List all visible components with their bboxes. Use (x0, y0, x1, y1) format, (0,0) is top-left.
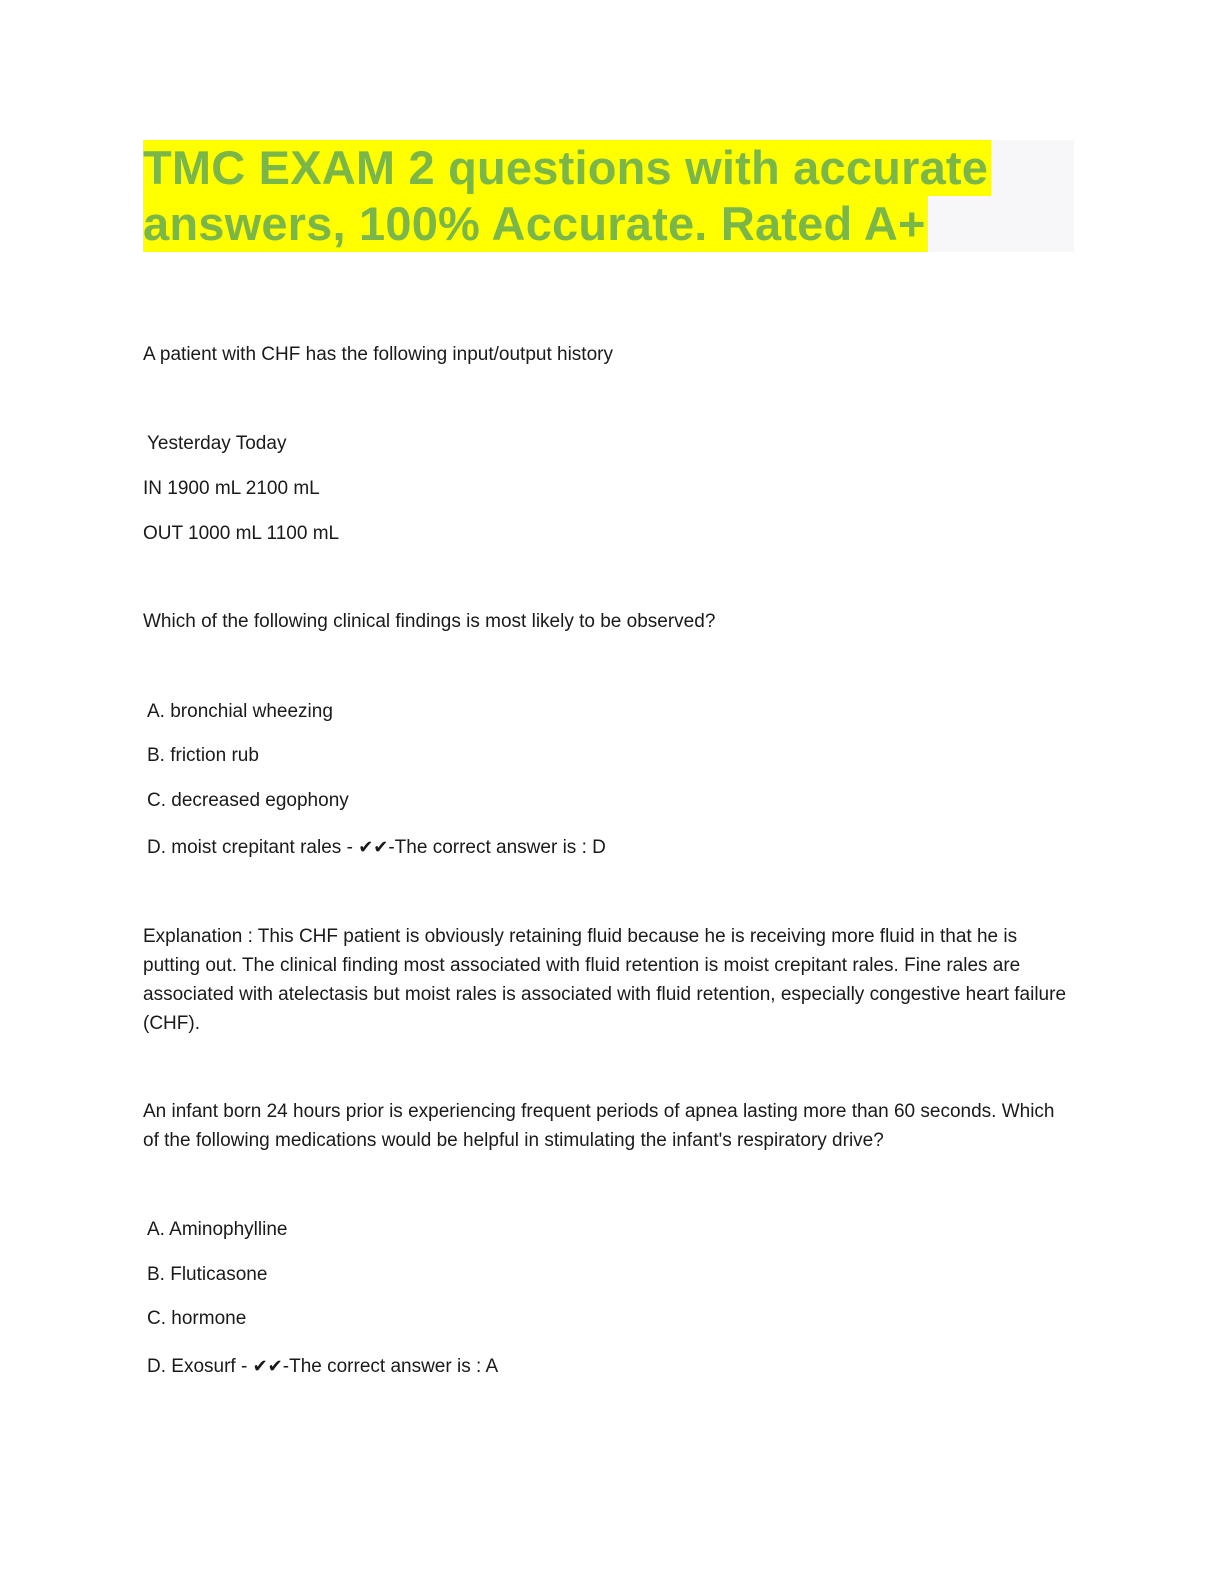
q1-option-a: A. bronchial wheezing (147, 701, 333, 722)
q1-option-c: C. decreased egophony (147, 790, 349, 811)
q2-answer: -The correct answer is : A (282, 1356, 499, 1377)
q2-option-b: B. Fluticasone (147, 1264, 268, 1285)
q2-question: An infant born 24 hours prior is experiencing frequent periods of apnea lasting more than 60 seconds. Which of the following medications would be helpful in stimulating the infant's respiratory drive? (143, 1101, 1055, 1151)
q1-row-out: OUT 1000 mL 1100 mL (143, 523, 340, 544)
q1-intro: A patient with CHF has the following input/output history (143, 344, 613, 365)
q1-option-b: B. friction rub (147, 745, 259, 766)
q1-table-header: Yesterday Today (147, 433, 287, 454)
q1-explanation: Explanation : This CHF patient is obviously retaining fluid because he is receiving more fluid in that he is putting out. The clinical finding most associated with fluid retention is moist crepitant rales. Fine rales are associated with atelectasis but moist rales is associated with fluid retention, especially congestive heart failure (CHF). (143, 926, 1067, 1034)
q2-option-d: D. Exosurf - (147, 1356, 248, 1377)
q1-question: Which of the following clinical findings is most likely to be observed? (143, 611, 716, 632)
q1-row-in: IN 1900 mL 2100 mL (143, 478, 320, 499)
check-mark-icon: ✔✔ (358, 837, 389, 858)
q2-option-a: A. Aminophylline (147, 1219, 288, 1240)
document-title-line-1: TMC EXAM 2 questions with accurate (143, 140, 991, 196)
q2-option-d-line (147, 1352, 498, 1381)
check-mark-icon: ✔✔ (252, 1356, 283, 1377)
q1-option-d: D. moist crepitant rales - (147, 837, 353, 858)
document-title-line-2: answers, 100% Accurate. Rated A+ (143, 196, 928, 252)
q1-option-d-line (147, 833, 606, 862)
q2-option-c: C. hormone (147, 1308, 247, 1329)
q1-answer: -The correct answer is : D (388, 837, 606, 858)
